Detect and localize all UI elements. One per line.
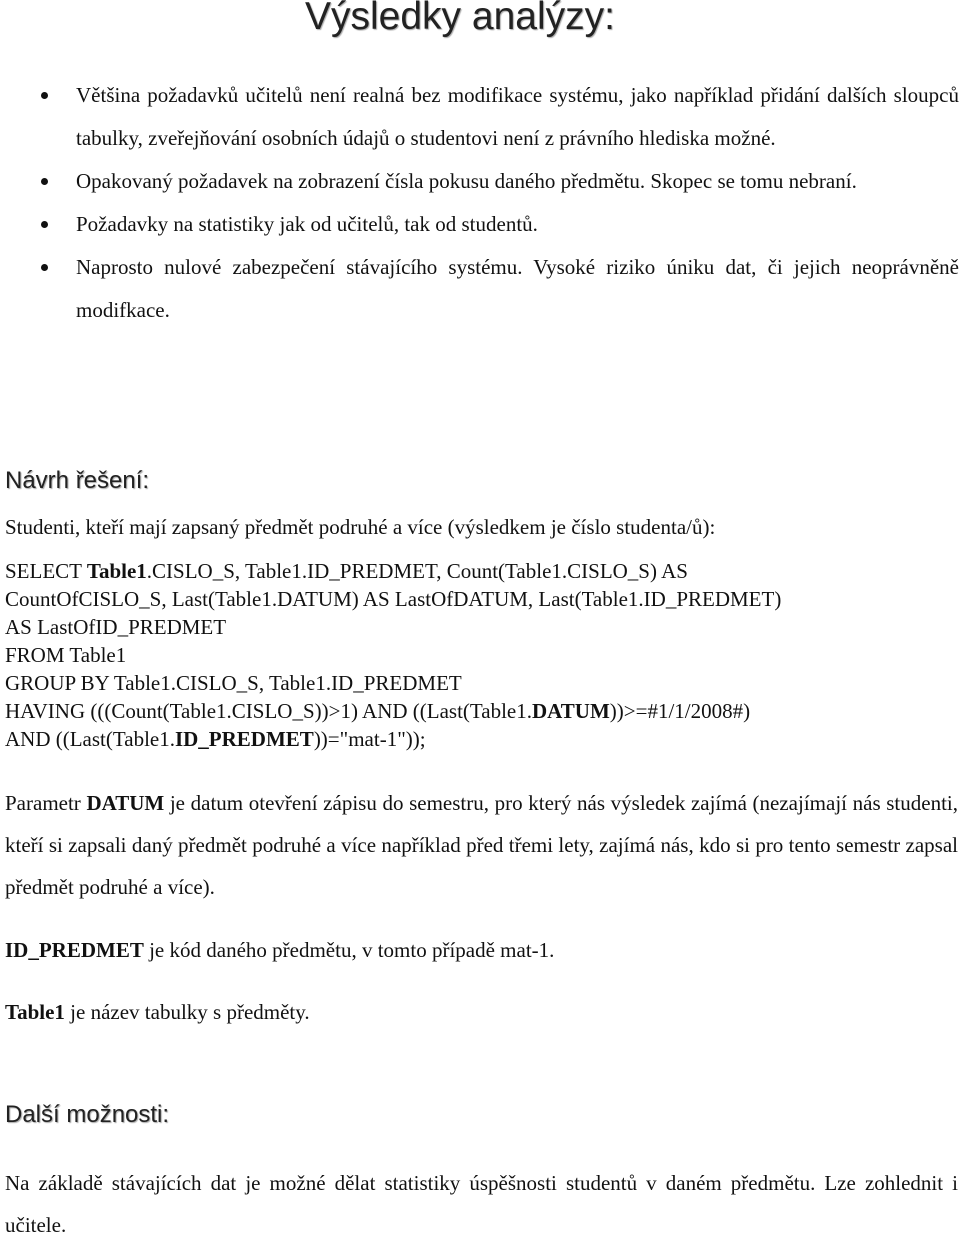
sql-query	[5, 557, 958, 753]
section-heading-more-options: Další možnosti:	[5, 1101, 170, 1128]
section-heading-solution: Návrh řešení:	[5, 467, 150, 494]
list-item: Naprosto nulové zabezpečení stávajícího systému. Vysoké riziko úniku dat, či jejich neoprávněně modifkace.	[0, 246, 960, 332]
bullet-icon	[41, 178, 48, 185]
sql-line: HAVING (((Count(Table1.CISLO_S))>1) AND ((Last(Table1.DATUM))>=#1/1/2008#)	[5, 699, 751, 723]
solution-intro: Studenti, kteří mají zapsaný předmět podruhé a více (výsledkem je číslo studenta/ů):	[5, 515, 716, 539]
sql-line: GROUP BY Table1.CISLO_S, Table1.ID_PREDMET	[5, 671, 462, 695]
bullet-icon	[41, 264, 48, 271]
list-item: Opakovaný požadavek na zobrazení čísla pokusu daného předmětu. Skopec se tomu nebraní.	[0, 160, 960, 203]
bullet-icon	[41, 221, 48, 228]
sql-line: FROM Table1	[5, 643, 127, 667]
more-options-paragraph: Na základě stávajících dat je možné dělat statistiky úspěšnosti studentů v daném předmětu. Lze zohlednit i učitele.	[5, 1171, 958, 1237]
page-title: Výsledky analýzy:	[305, 0, 615, 38]
list-item: Většina požadavků učitelů není realná bez modifikace systému, jako například přidání dalších sloupců tabulky, zveřejňování osobních údajů o studentovi není z právního hlediska možné.	[0, 74, 960, 160]
id-predmet-paragraph: ID_PREDMET je kód daného předmětu, v tomto případě mat-1.	[5, 938, 555, 962]
sql-line: AS LastOfID_PREDMET	[5, 615, 227, 639]
bullet-icon	[41, 92, 48, 99]
sql-line: CountOfCISLO_S, Last(Table1.DATUM) AS LastOfDATUM, Last(Table1.ID_PREDMET)	[5, 587, 782, 611]
table1-paragraph: Table1 je název tabulky s předměty.	[5, 1000, 310, 1024]
sql-line: SELECT Table1.CISLO_S, Table1.ID_PREDMET, Count(Table1.CISLO_S) AS	[5, 559, 688, 583]
param-datum-paragraph: Parametr DATUM je datum otevření zápisu do semestru, pro který nás výsledek zajímá (nezajímají nás studenti, kteří si zapsali daný předmět podruhé a více například před třemi lety, zajímá nás, kdo si pro tento semestr zapsal předmět podruhé a více).	[5, 791, 959, 899]
analysis-results-list	[0, 74, 960, 332]
list-item: Požadavky na statistiky jak od učitelů, tak od studentů.	[0, 203, 960, 246]
sql-line: AND ((Last(Table1.ID_PREDMET))="mat-1"));	[5, 727, 426, 751]
